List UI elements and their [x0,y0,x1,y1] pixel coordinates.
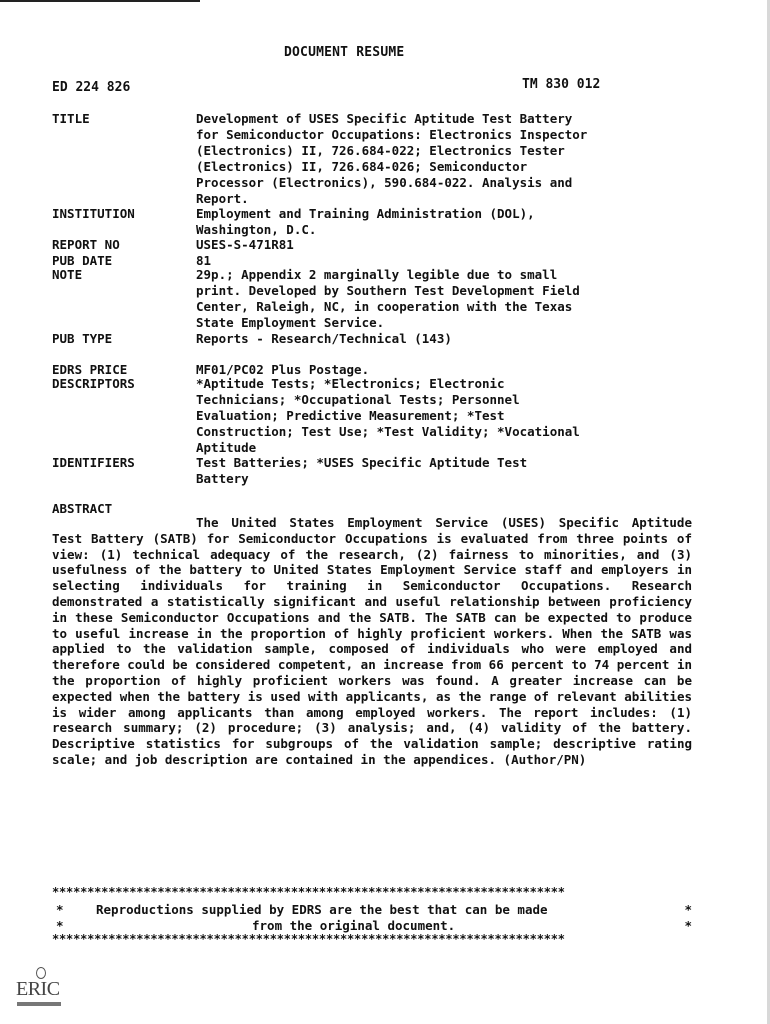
tm-number: TM 830 012 [522,77,601,92]
field-value: MF01/PC02 Plus Postage. [196,362,370,377]
star-border-bottom: ************************************************************************* [52,932,565,946]
field-label: INSTITUTION [52,206,135,221]
field-label: IDENTIFIERS [52,455,135,470]
abstract-text: The United States Employment Service (USES) Specific Aptitude Test Battery (SATB) for Semiconductor Occupations is evaluated from three points of view: (1) technical adequacy of the research, (2) fairness to minorities, and (3) usefulness of the battery to United States Employment Service staff and employers in selecting individuals for training in Semiconductor Occupations. Research demonstrated a statistically significant and useful relationship between proficiency in these Semiconductor Occupations and the SATB. The SATB can be expected to produce to useful increase in the proportion of highly proficient workers. When the SATB was applied to the validation sample, composed of individuals who were employed and therefore could be considered competent, an increase from 66 percent to 74 percent in the proportion of highly proficient workers was found. A greater increase can be expected when the battery is used with applicants, as the range of relevant abilities is wider among applicants than among employed workers. The report includes: (1) research summary; (2) procedure; (3) analysis; and, (4) validity of the battery. Descriptive statistics for subgroups of the validation sample; descriptive rating scale; and job description are contained in the appendices. (Author/PN) [52,515,692,767]
field-value: *Aptitude Tests; *Electronics; Electronic Technicians; *Occupational Tests; Personnel Evaluation; Predictive Measurement; *Test Construction; Test Use; *Test Validity; *Vocational Aptitude [196,376,580,455]
field-label: PUB DATE [52,253,113,268]
field-value: Reports - Research/Technical (143) [196,331,452,346]
reproduction-text: Reproductions supplied by EDRS are the best that can be made [96,902,548,917]
star-border-top: ************************************************************************* [52,885,565,899]
field-value: Employment and Training Administration (DOL), Washington, D.C. [196,206,535,237]
field-value: USES-S-471R81 [196,237,294,252]
ed-number: ED 224 826 [52,80,131,95]
reproduction-text: from the original document. [252,918,456,933]
field-value: 81 [196,253,212,268]
scan-edge [0,0,200,2]
field-label: EDRS PRICE [52,362,128,377]
star-mark: * [56,902,64,917]
field-label: PUB TYPE [52,331,113,346]
star-mark: * [684,902,692,917]
star-mark: * [684,918,692,933]
document-title: DOCUMENT RESUME [284,45,405,60]
eric-logo-text: ERIC [16,978,60,1000]
field-label: REPORT NO [52,237,120,252]
field-value: 29p.; Appendix 2 marginally legible due to small print. Developed by Southern Test Development Field Center, Raleigh, NC, in cooperation with the Texas State Employment Service. [196,267,580,330]
star-mark: * [56,918,64,933]
field-label: DESCRIPTORS [52,376,135,391]
field-value: Development of USES Specific Aptitude Test Battery for Semiconductor Occupations: Electronics Inspector (Electronics) II, 726.684-022; Electronics Tester (Electronics) II, 726.684-026; Semiconductor Processor (Electronics), 590.684-022. Analysis and Report. [196,111,588,206]
eric-logo-bar [17,1002,61,1006]
abstract-heading: ABSTRACT [52,501,113,516]
field-label: TITLE [52,111,90,126]
field-value: Test Batteries; *USES Specific Aptitude Test Battery [196,455,528,486]
field-label: NOTE [52,267,83,282]
